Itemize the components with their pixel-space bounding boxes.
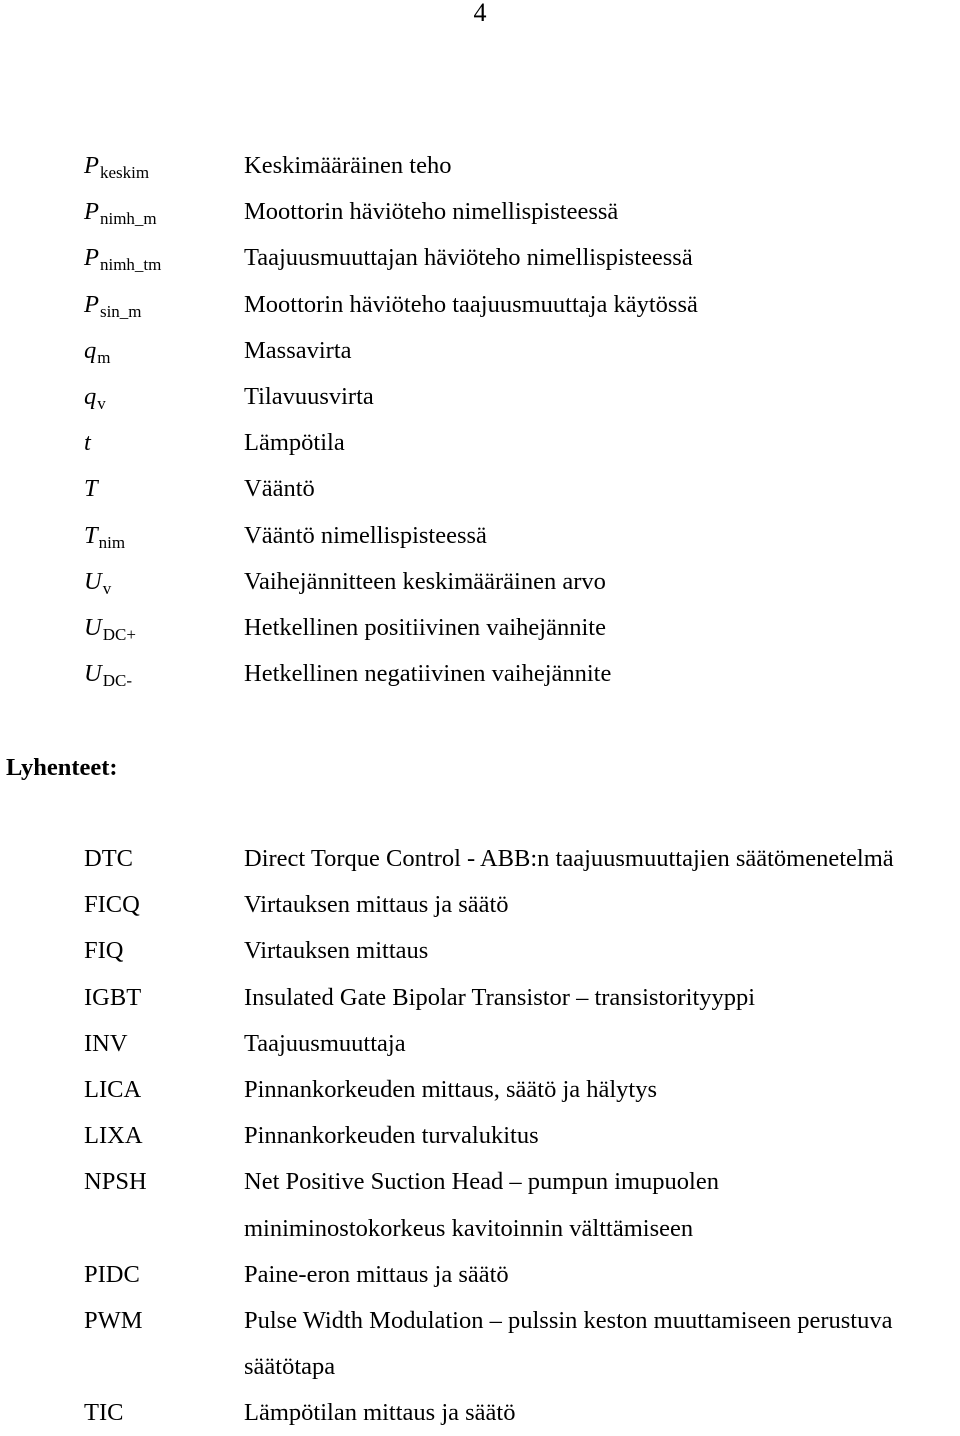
symbol-row bbox=[84, 235, 960, 281]
abbreviation: PWM bbox=[84, 1306, 143, 1334]
abbreviation-definition: säätötapa bbox=[244, 1353, 336, 1381]
symbol-definition: Tilavuusvirta bbox=[244, 382, 374, 410]
symbol: $U_{DC-}$ bbox=[84, 660, 132, 691]
symbol: t bbox=[84, 429, 91, 457]
abbreviation-definition: Virtauksen mittaus bbox=[244, 937, 429, 965]
symbol: $P_{sin\_m}$ bbox=[84, 290, 142, 321]
abbreviation-row bbox=[84, 928, 960, 974]
symbol: $P_{nimh\_m}$ bbox=[84, 198, 157, 229]
symbol-definition: Vaihejännitteen keskimääräinen arvo bbox=[244, 567, 606, 595]
symbol-definition: Massavirta bbox=[244, 336, 352, 364]
abbreviation-definition: Pinnankorkeuden mittaus, säätö ja hälytys bbox=[244, 1075, 658, 1103]
symbol-definition: Moottorin häviöteho nimellispisteessä bbox=[244, 198, 619, 226]
symbol-definition: Keskimääräinen teho bbox=[244, 152, 452, 179]
abbreviation: LICA bbox=[84, 1075, 142, 1103]
abbreviation-definition: Direct Torque Control - ABB:n taajuusmuuttajien säätömenetelmä bbox=[244, 845, 894, 872]
abbreviation: NPSH bbox=[84, 1168, 147, 1196]
symbol-definition: Lämpötila bbox=[244, 429, 345, 457]
abbreviation: FIQ bbox=[84, 937, 124, 965]
abbreviation-row bbox=[84, 1067, 960, 1113]
abbreviation-definition: Paine-eron mittaus ja säätö bbox=[244, 1260, 509, 1288]
abbreviation-row bbox=[84, 1113, 960, 1159]
symbol-row bbox=[84, 282, 960, 328]
abbreviation-row bbox=[84, 1252, 960, 1298]
abbreviation-row bbox=[84, 1390, 960, 1436]
abbreviation: LIXA bbox=[84, 1122, 143, 1150]
abbreviation-definition: Lämpötilan mittaus ja säätö bbox=[244, 1399, 516, 1427]
page-number: 4 bbox=[473, 0, 487, 27]
symbol-subscript: nimh_m bbox=[99, 209, 157, 229]
symbol-subscript: nimh_tm bbox=[99, 255, 162, 275]
symbol-subscript: DC+ bbox=[102, 624, 136, 644]
symbol: $U_{DC+}$ bbox=[84, 613, 136, 644]
symbol-row bbox=[84, 651, 960, 697]
abbreviation-row-continuation bbox=[84, 1206, 960, 1252]
abbreviations-heading: Lyhenteet: bbox=[6, 754, 118, 781]
symbol-subscript: nim bbox=[98, 532, 126, 552]
symbol: $q_m$ bbox=[84, 336, 111, 367]
abbreviation-definition: Pinnankorkeuden turvalukitus bbox=[244, 1122, 539, 1150]
symbol-list bbox=[84, 143, 960, 697]
abbreviation: IGBT bbox=[84, 983, 142, 1011]
symbol-row bbox=[84, 420, 960, 466]
abbreviation-row bbox=[84, 1021, 960, 1067]
symbol-subscript: DC- bbox=[102, 671, 132, 691]
abbreviation: INV bbox=[84, 1029, 128, 1057]
abbreviation-definition: miniminostokorkeus kavitoinnin välttämiseen bbox=[244, 1214, 694, 1242]
symbol-row bbox=[84, 374, 960, 420]
abbreviation-row-continuation bbox=[84, 1344, 960, 1390]
abbreviation-definition: Virtauksen mittaus ja säätö bbox=[244, 891, 509, 919]
abbreviation-definition: Net Positive Suction Head – pumpun imupuolen bbox=[244, 1168, 719, 1196]
symbol-definition: Hetkellinen positiivinen vaihejännite bbox=[244, 613, 606, 641]
abbreviation-row bbox=[84, 1298, 960, 1344]
symbol: $P_{keskim}$ bbox=[84, 152, 150, 182]
symbol-row bbox=[84, 143, 960, 189]
abbreviation-definition: Pulse Width Modulation – pulssin keston muuttamiseen perustuva bbox=[244, 1306, 893, 1334]
symbol: $q_v$ bbox=[84, 382, 106, 413]
symbol-definition: Moottorin häviöteho taajuusmuuttaja käytössä bbox=[244, 290, 698, 318]
symbol-row bbox=[84, 605, 960, 651]
symbol: T bbox=[84, 475, 98, 503]
symbol-definition: Vääntö bbox=[244, 475, 315, 503]
symbol: $P_{nimh\_tm}$ bbox=[84, 244, 162, 275]
symbol-definition: Hetkellinen negatiivinen vaihejännite bbox=[244, 660, 612, 688]
symbol-row bbox=[84, 328, 960, 374]
symbol: $T_{nim}$ bbox=[84, 521, 126, 552]
symbol: $U_v$ bbox=[84, 567, 112, 598]
abbreviation: PIDC bbox=[84, 1260, 140, 1288]
symbol-subscript: keskim bbox=[99, 163, 150, 182]
abbreviation-definition: Insulated Gate Bipolar Transistor – transistorityyppi bbox=[244, 983, 756, 1011]
symbol-row bbox=[84, 513, 960, 559]
abbreviation-row bbox=[84, 1159, 960, 1205]
abbreviation-list bbox=[84, 836, 960, 1436]
symbol-subscript: sin_m bbox=[99, 301, 142, 321]
abbreviation-definition: Taajuusmuuttaja bbox=[244, 1029, 406, 1057]
symbol-subscript: v bbox=[102, 578, 112, 598]
symbol-subscript: m bbox=[97, 347, 111, 367]
symbol-row bbox=[84, 466, 960, 512]
abbreviation: TIC bbox=[84, 1399, 124, 1427]
symbol-definition: Taajuusmuuttajan häviöteho nimellispisteessä bbox=[244, 244, 693, 272]
symbol-row bbox=[84, 189, 960, 235]
abbreviation: FICQ bbox=[84, 891, 140, 919]
abbreviation-row bbox=[84, 836, 960, 882]
symbol-row bbox=[84, 559, 960, 605]
abbreviation: DTC bbox=[84, 845, 133, 872]
symbol-definition: Vääntö nimellispisteessä bbox=[244, 521, 487, 549]
abbreviation-row bbox=[84, 882, 960, 928]
symbol-subscript: v bbox=[97, 393, 106, 413]
abbreviation-row bbox=[84, 975, 960, 1021]
